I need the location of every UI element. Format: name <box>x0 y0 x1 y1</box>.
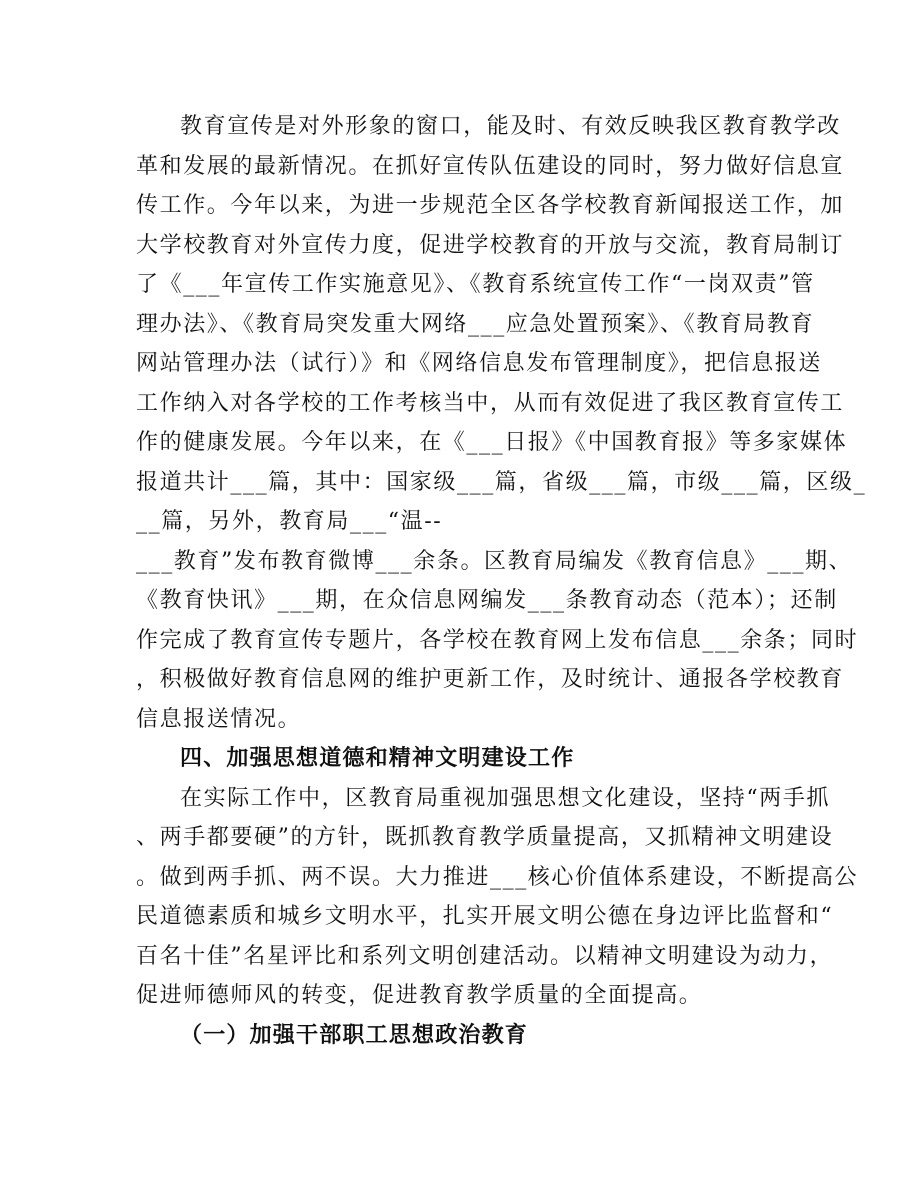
paragraph-line: 了《___年宣传工作实施意见》、《教育系统宣传工作“一岗双责”管 <box>136 272 815 297</box>
paragraph-line: 网站管理办法（试行）》和《网络信息发布管理制度》，把信息报送 <box>136 351 823 376</box>
paragraph-line: 工作纳入对各学校的工作考核当中，从而有效促进了我区教育宣传工 <box>136 391 845 416</box>
paragraph-line: 在实际工作中，区教育局重视加强思想文化建设，坚持“两手抓 <box>180 786 831 811</box>
paragraph-line: 民道德素质和城乡文明水平，扎实开展文明公德在身边评比监督和“ <box>136 904 834 929</box>
paragraph-line: 大学校教育对外宣传力度，促进学校教育的开放与交流，教育局制订 <box>136 233 845 258</box>
paragraph-line: 教育宣传是对外形象的窗口，能及时、有效反映我区教育教学改 <box>180 114 841 139</box>
paragraph-line: 作的健康发展。今年以来，在《___日报》《中国教育报》等多家媒体 <box>136 430 848 455</box>
paragraph-line: ___教育”发布教育微博___余条。区教育局编发《教育信息》___期、 <box>136 549 853 574</box>
paragraph-line: 《教育快讯》___期，在众信息网编发___条教育动态（范本）；还制 <box>136 588 838 613</box>
paragraph-line: 传工作。今年以来，为进一步规范全区各学校教育新闻报送工作，加 <box>136 193 845 218</box>
paragraph-line: 革和发展的最新情况。在抓好宣传队伍建设的同时，努力做好信息宣 <box>136 154 845 179</box>
paragraph-line: __篇，另外，教育局___“温-- <box>136 509 443 534</box>
subsection-heading: （一）加强干部职工思想政治教育 <box>180 1023 529 1048</box>
paragraph-line: 百名十佳”名星评比和系列文明创建活动。以精神文明建设为动力， <box>136 944 834 969</box>
paragraph-line: 报道共计___篇，其中：国家级___篇，省级___篇，市级___篇，区级_ <box>136 470 867 495</box>
paragraph-line: 。做到两手抓、两不误。大力推进___核心价值体系建设，不断提高公 <box>136 865 859 890</box>
paragraph-line: 、两手都要硬”的方针，既抓教育教学质量提高，又抓精神文明建设 <box>136 825 834 850</box>
paragraph-line: ，积极做好教育信息网的维护更新工作，及时统计、通报各学校教育 <box>136 667 845 692</box>
paragraph-line: 促进师德师风的转变，促进教育教学质量的全面提高。 <box>136 983 703 1008</box>
paragraph-line: 信息报送情况。 <box>136 707 302 732</box>
paragraph-line: 理办法》、《教育局突发重大网络___应急处置预案》、《教育局教育 <box>136 312 815 337</box>
section-heading: 四、加强思想道德和精神文明建设工作 <box>180 746 575 771</box>
paragraph-line: 作完成了教育宣传专题片，各学校在教育网上发布信息___余条；同时 <box>136 628 859 653</box>
